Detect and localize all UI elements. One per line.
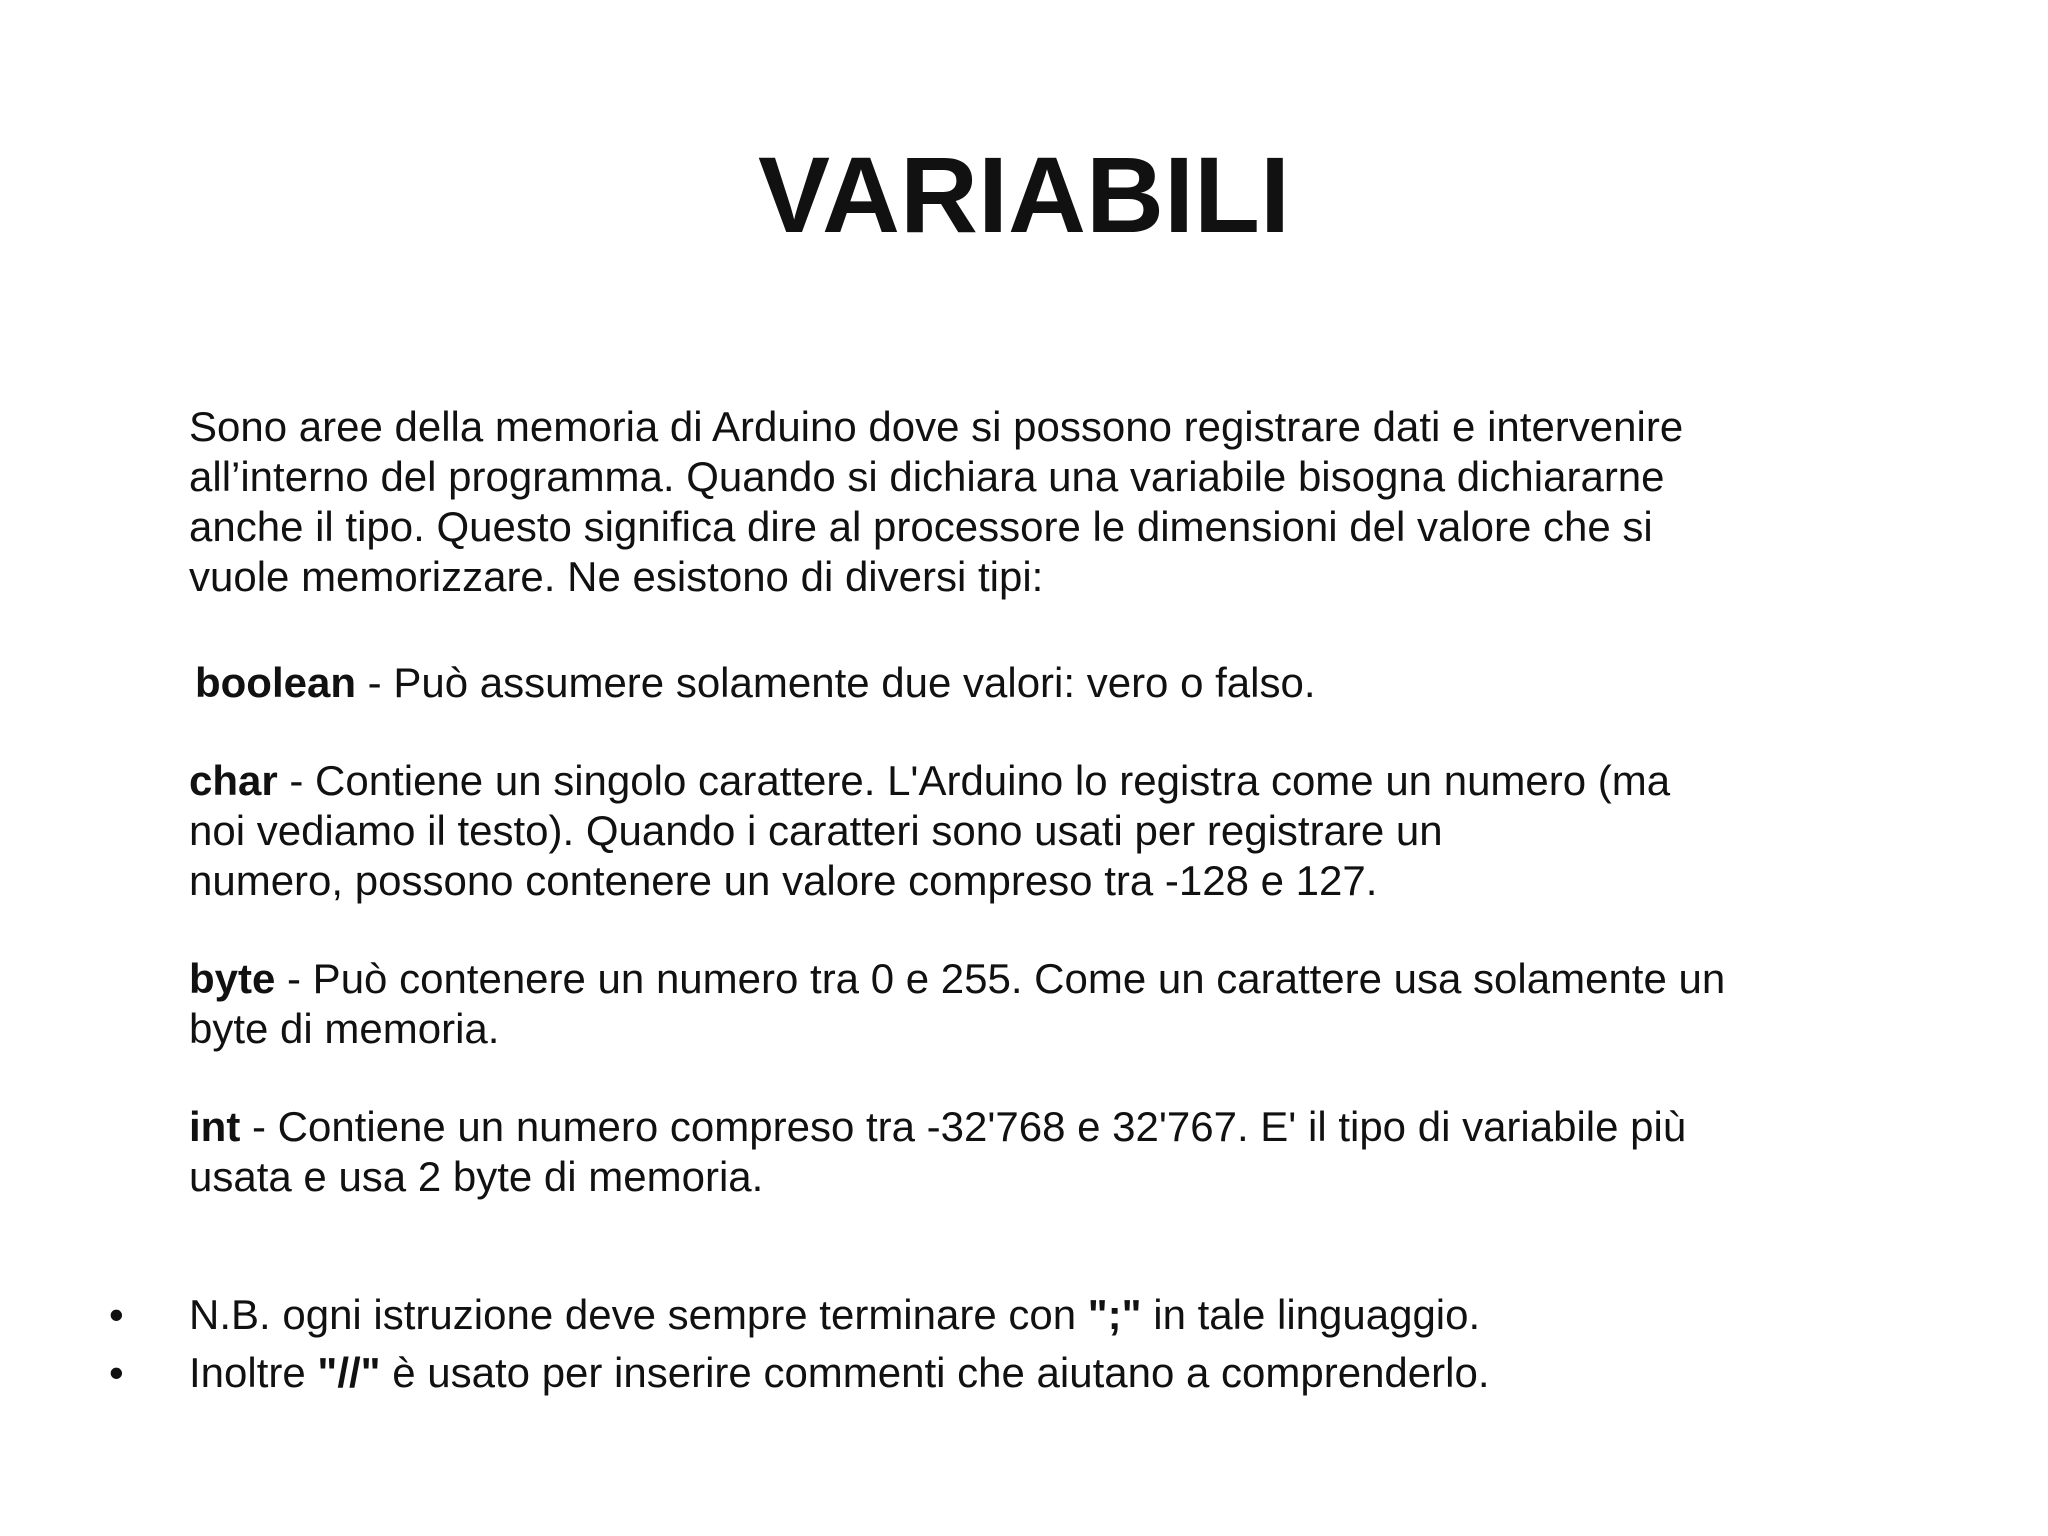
type-definition-boolean bbox=[189, 658, 1909, 708]
spacer bbox=[189, 906, 1909, 954]
intro-paragraph bbox=[189, 402, 1909, 602]
type-description: - Contiene un numero compreso tra -32'768 e 32'767. E' il tipo di variabile più bbox=[240, 1103, 1687, 1150]
note-item bbox=[109, 1344, 1969, 1402]
note-item bbox=[109, 1286, 1969, 1344]
type-description: numero, possono contenere un valore compreso tra -128 e 127. bbox=[189, 857, 1378, 904]
intro-line: Sono aree della memoria di Arduino dove si possono registrare dati e intervenire bbox=[189, 403, 1684, 450]
type-description: - Può contenere un numero tra 0 e 255. Come un carattere usa solamente un bbox=[275, 955, 1726, 1002]
type-definition-byte bbox=[189, 954, 1909, 1054]
note-text: in tale linguaggio. bbox=[1141, 1291, 1481, 1338]
slide-body bbox=[189, 402, 1909, 1202]
type-name: int bbox=[189, 1103, 241, 1150]
type-description: - Può assumere solamente due valori: vero o falso. bbox=[356, 659, 1316, 706]
note-symbol: "//" bbox=[317, 1349, 381, 1396]
note-text: Inoltre bbox=[189, 1349, 318, 1396]
bullet-icon: • bbox=[109, 1349, 124, 1396]
type-definition-char bbox=[189, 756, 1909, 906]
notes-list bbox=[109, 1286, 1969, 1402]
intro-line: all’interno del programma. Quando si dichiara una variabile bisogna dichiararne bbox=[189, 453, 1665, 500]
type-name: byte bbox=[189, 955, 276, 1002]
type-description: byte di memoria. bbox=[189, 1005, 500, 1052]
spacer bbox=[189, 708, 1909, 756]
bullet-icon: • bbox=[109, 1291, 124, 1338]
type-description: - Contiene un singolo carattere. L'Arduino lo registra come un numero (ma bbox=[277, 757, 1671, 804]
intro-line: vuole memorizzare. Ne esistono di diversi tipi: bbox=[189, 553, 1044, 600]
note-text: è usato per inserire commenti che aiutano a comprenderlo. bbox=[380, 1349, 1490, 1396]
type-description: usata e usa 2 byte di memoria. bbox=[189, 1153, 764, 1200]
type-name: char bbox=[189, 757, 278, 804]
type-description: noi vediamo il testo). Quando i caratteri sono usati per registrare un bbox=[189, 807, 1443, 854]
note-text: N.B. ogni istruzione deve sempre terminare con bbox=[189, 1291, 1088, 1338]
note-symbol: ";" bbox=[1087, 1291, 1142, 1338]
slide-title: VARIABILI bbox=[758, 134, 1290, 255]
intro-line: anche il tipo. Questo significa dire al processore le dimensioni del valore che si bbox=[189, 503, 1653, 550]
spacer bbox=[189, 1054, 1909, 1102]
type-name: boolean bbox=[195, 659, 357, 706]
type-definition-int bbox=[189, 1102, 1909, 1202]
